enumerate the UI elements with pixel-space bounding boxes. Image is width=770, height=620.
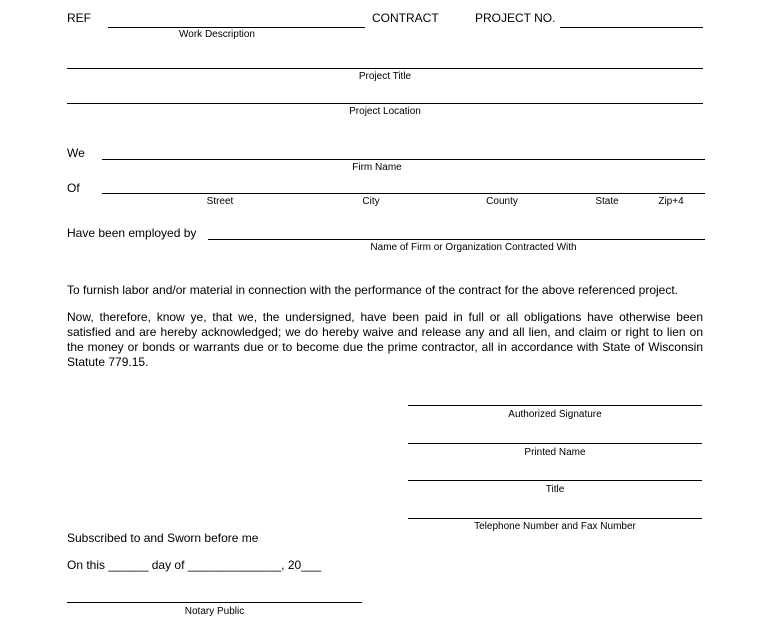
authorized-signature-input-line[interactable]	[408, 405, 702, 406]
project-title-input-line[interactable]	[67, 68, 703, 69]
firm-name-label: Firm Name	[352, 162, 402, 173]
city-label: City	[362, 196, 380, 207]
authorized-signature-label: Authorized Signature	[508, 409, 602, 420]
project-location-input-line[interactable]	[67, 103, 703, 104]
title-input-line[interactable]	[408, 480, 702, 481]
printed-name-label: Printed Name	[524, 447, 586, 458]
contract-label: CONTRACT	[372, 11, 439, 25]
phone-fax-label: Telephone Number and Fax Number	[474, 521, 636, 532]
address-input-line[interactable]	[102, 193, 705, 194]
notary-date-line: On this ______ day of ______________, 20___	[67, 558, 322, 572]
employed-by-label: Have been employed by	[67, 226, 197, 240]
sworn-before-me-text: Subscribed to and Sworn before me	[67, 531, 259, 545]
of-label: Of	[67, 181, 80, 195]
contracted-with-label: Name of Firm or Organization Contracted With	[370, 242, 577, 253]
ref-input-line[interactable]	[108, 27, 365, 28]
we-label: We	[67, 146, 85, 160]
printed-name-input-line[interactable]	[408, 443, 702, 444]
notary-signature-input-line[interactable]	[67, 602, 362, 603]
furnish-paragraph: To furnish labor and/or material in connection with the performance of the contract for the above referenced project.	[67, 283, 679, 297]
phone-fax-input-line[interactable]	[408, 518, 702, 519]
street-label: Street	[206, 196, 234, 207]
work-description-label: Work Description	[179, 29, 255, 40]
project-no-input-line[interactable]	[560, 27, 703, 28]
county-label: County	[486, 196, 518, 207]
state-label: State	[595, 196, 619, 207]
firm-name-input-line[interactable]	[102, 159, 705, 160]
employed-by-input-line[interactable]	[208, 239, 705, 240]
project-title-label: Project Title	[358, 71, 412, 82]
project-location-label: Project Location	[349, 106, 421, 117]
zip4-label: Zip+4	[658, 196, 684, 207]
project-no-label: PROJECT NO.	[475, 11, 556, 25]
waiver-paragraph: Now, therefore, know ye, that we, the undersigned, have been paid in full or all obligations have otherwise been satisfied and are hereby acknowledged; we do hereby waive and release any and all lien, and claim or right to lien on the money or bonds or warrants due or to become due the prime contractor, all in accordance with State of Wisconsin Statute 779.15.	[67, 310, 703, 369]
notary-public-label: Notary Public	[184, 606, 245, 617]
title-label: Title	[545, 484, 565, 495]
ref-label: REF	[67, 11, 91, 25]
